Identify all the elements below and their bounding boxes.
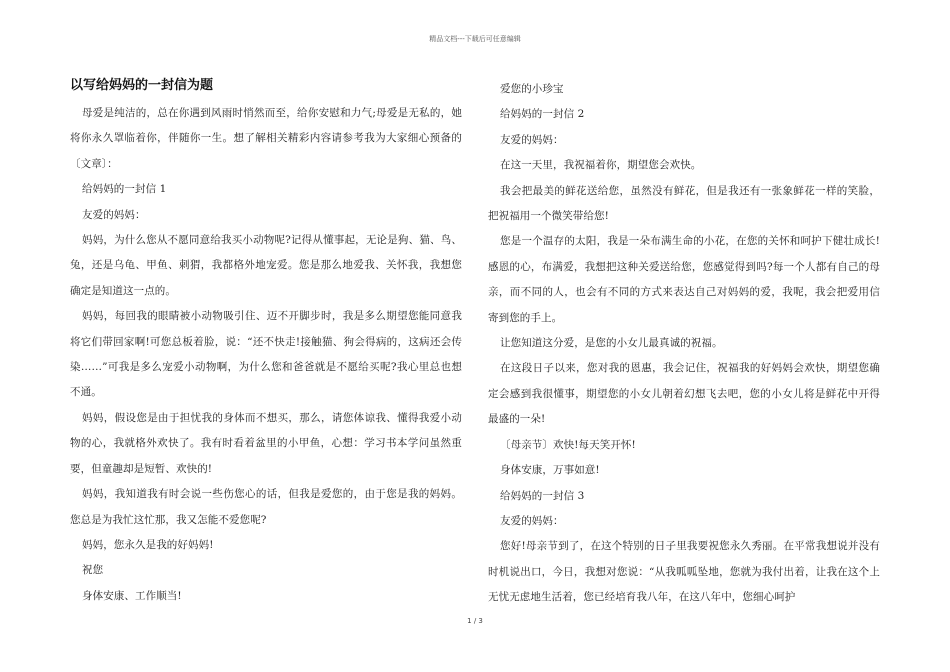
paragraph: 我会把最美的鲜花送给您，虽然没有鲜花，但是我还有一张象鲜花一样的笑脸，把祝福用一个微笑带给您!	[488, 184, 880, 223]
paragraph: 身体安康，万事如意!	[500, 464, 600, 477]
paragraph: 您好!母亲节到了，在这个特别的日子里我要祝您永久秀丽。在平常我想说并没有时机说出口，今日，我想对您说：“从我呱呱坠地，您就为我付出着，让我在这个上无忧无虑地生活着，您已经培育我八年，在这八年中，您细心呵护	[488, 540, 880, 604]
paragraph: 妈妈，您永久是我的好妈妈!	[82, 538, 214, 551]
paragraph: 在这段日子以来，您对我的恩惠，我会记住，祝福我的好妈妈会欢快，期望您确定会感到我很懂事，期望您的小女儿朝着幻想飞去吧，您的小女儿将是鲜花中开得最盛的一朵!	[488, 362, 880, 426]
right-column	[488, 77, 880, 611]
salutation: 友爱的妈妈：	[500, 514, 564, 527]
document-title: 以写给妈妈的一封信为题	[70, 78, 214, 93]
closing: 祝您	[82, 564, 104, 577]
page-number: 1 / 3	[467, 617, 483, 625]
paragraph: 〔母亲节〕欢快!每天笑开怀!	[500, 438, 636, 451]
letter-heading-1: 给妈妈的一封信 1	[82, 183, 167, 196]
page-header: 精品文档---下载后可任意编辑	[429, 35, 521, 43]
paragraph: 您是一个温存的太阳，我是一朵布满生命的小花，在您的关怀和呵护下健壮成长!感恩的心，布满爱，我想把这种关爱送给您，您感觉得到吗?每一个人都有自己的母亲，而不同的人，也会有不同的方式来表达自己对妈妈的爱，我呢，我会把爱用信寄到您的手上。	[488, 235, 880, 324]
closing-wish: 身体安康、工作顺当!	[82, 589, 182, 602]
paragraph: 妈妈，我知道我有时会说一些伤您心的话，但我是爱您的，由于您是我的妈妈。您总是为我忙这忙那，我又怎能不爱您呢?	[70, 488, 462, 526]
paragraph: 妈妈，假设您是由于担忧我的身体而不想买，那么，请您体谅我、懂得我爱小动物的心，我就格外欢快了。我有时看着盆里的小甲鱼，心想：学习书本学问虽然重要，但童趣却是短暂、欢快的!	[70, 411, 462, 475]
salutation: 友爱的妈妈：	[500, 133, 564, 146]
left-column	[70, 77, 462, 609]
letter-heading-2: 给妈妈的一封信 2	[500, 108, 585, 121]
salutation: 友爱的妈妈：	[82, 208, 146, 221]
paragraph: 妈妈，每回我的眼睛被小动物吸引住、迈不开脚步时，我是多么期望您能同意我将它们带回家啊!可您总板着脸，说：“还不快走!接触猫、狗会得病的，这病还会传染……”可我是多么宠爱小动物啊，为什么您和爸爸就是不愿给买呢?我心里总也想不通。	[70, 310, 462, 399]
paragraph: 妈妈，为什么您从不愿同意给我买小动物呢?记得从懂事起，无论是狗、猫、鸟、兔，还是乌龟、甲鱼、刺猬，我都格外地宠爱。您是那么地爱我、关怀我，我想您确定是知道这一点的。	[70, 234, 462, 297]
paragraph: 在这一天里，我祝福着你，期望您会欢快。	[500, 159, 702, 172]
letter-heading-3: 给妈妈的一封信 3	[500, 489, 585, 502]
paragraph: 让您知道这分爱，是您的小女儿最真诚的祝福。	[500, 337, 723, 350]
paragraph: 母爱是纯洁的，总在你遇到风雨时悄然而至，给你安慰和力气;母爱是无私的，她将你永久罩临着你，伴随你一生。想了解相关精彩内容请参考我为大家细心预备的〔文章〕：	[70, 107, 462, 170]
signature: 爱您的小珍宝	[500, 83, 564, 95]
